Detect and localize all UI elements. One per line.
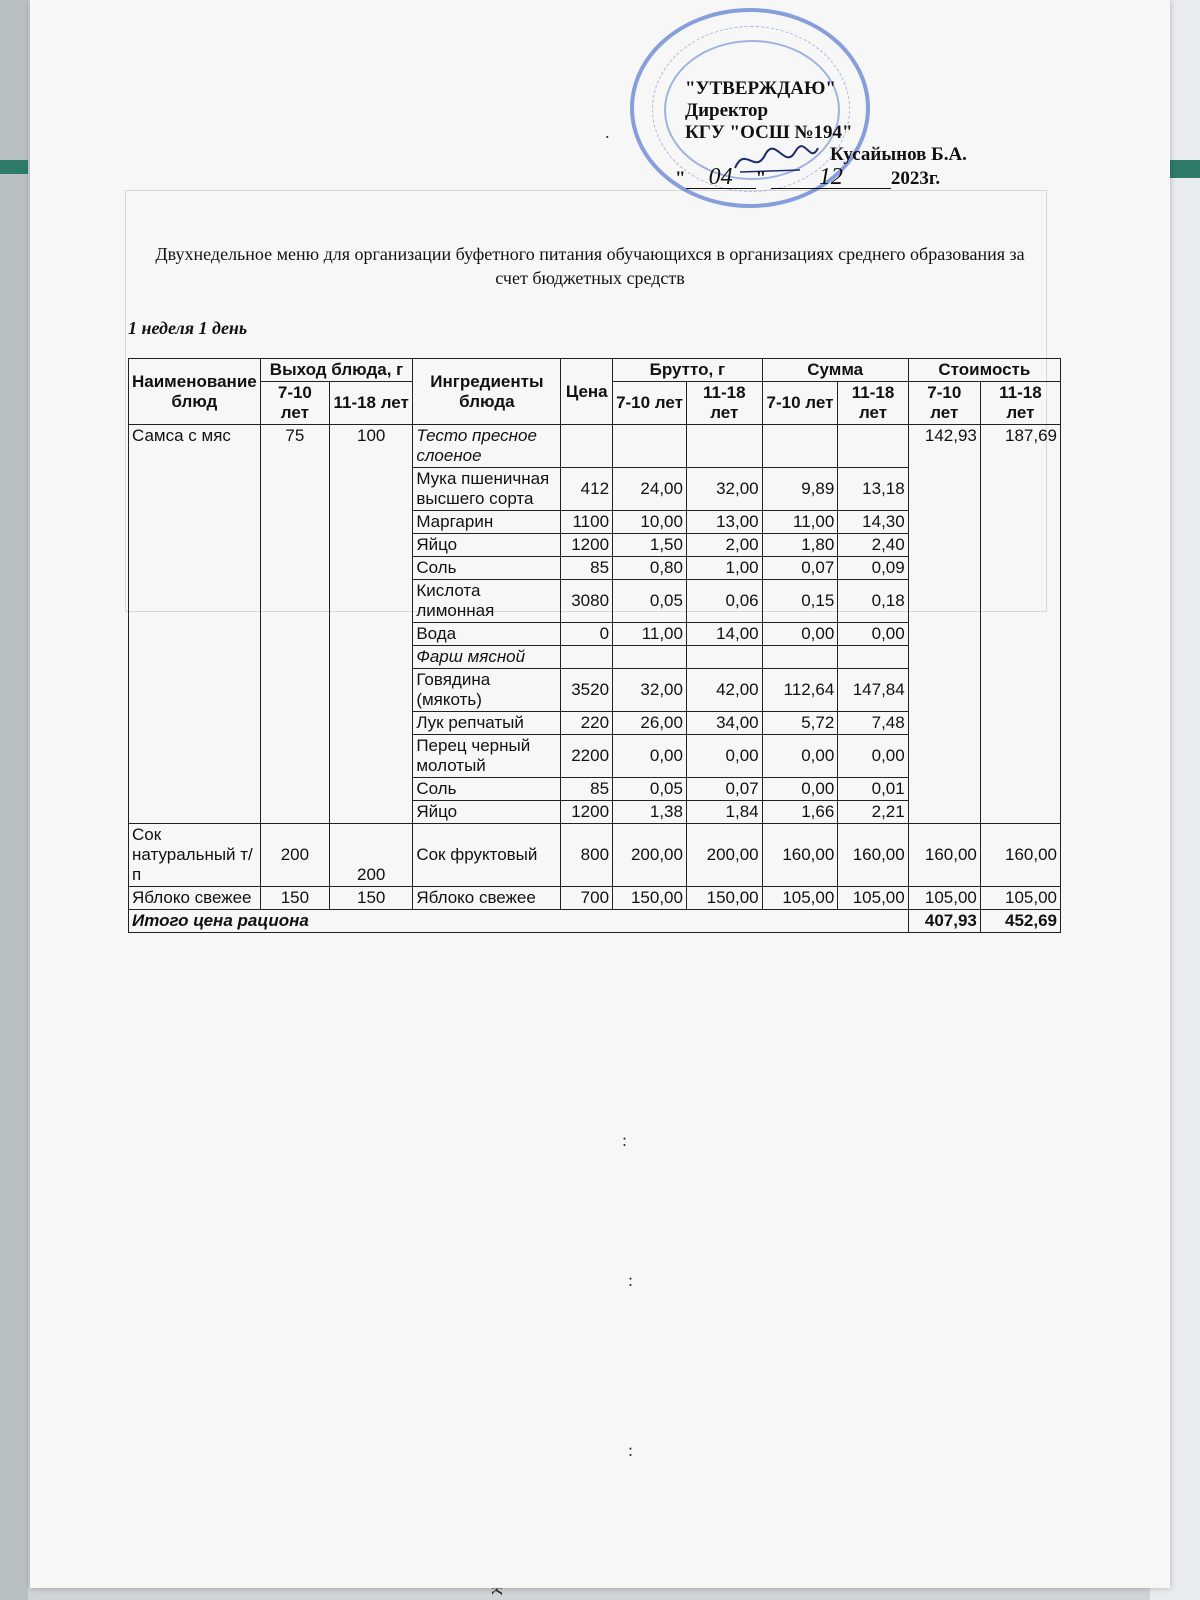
ingredient-price: 85 xyxy=(561,778,613,801)
sum-age1: 0,00 xyxy=(762,623,838,646)
total-value-age2: 452,69 xyxy=(980,910,1060,933)
approval-year: 2023г. xyxy=(890,168,941,189)
header-gross-age2: 11-18 лет xyxy=(686,382,762,425)
ingredient-name: Говядина (мякоть) xyxy=(413,669,561,712)
sum-age1: 0,00 xyxy=(762,735,838,778)
week-day-label: 1 неделя 1 день xyxy=(128,318,248,338)
ingredient-name: Яблоко свежее xyxy=(413,887,561,910)
dish-yield-age2: 150 xyxy=(330,887,413,910)
ingredient-name: Перец черный молотый xyxy=(413,735,561,778)
dish-yield-age2: 100 xyxy=(330,425,413,824)
sum-age2: 147,84 xyxy=(838,669,908,712)
teal-strip xyxy=(0,160,28,174)
gross-age2: 34,00 xyxy=(686,712,762,735)
table-row xyxy=(129,824,1061,887)
header-yield-age2: 11-18 лет xyxy=(330,382,413,425)
approval-month: 12 xyxy=(771,166,891,189)
gross-age1: 32,00 xyxy=(613,669,687,712)
ingredient-name: Фарш мясной xyxy=(413,646,561,669)
sum-age1: 11,00 xyxy=(762,511,838,534)
approval-date: " 04 " 12 2023г. xyxy=(675,164,941,190)
approval-heading: "УТВЕРЖДАЮ" xyxy=(685,78,836,99)
gross-age1: 26,00 xyxy=(613,712,687,735)
approval-day: 04 xyxy=(686,166,756,189)
gross-age2: 1,00 xyxy=(686,557,762,580)
sum-age2: 0,00 xyxy=(838,623,908,646)
sum-age2 xyxy=(838,425,908,468)
header-sum: Сумма xyxy=(762,359,908,382)
ingredient-name: Лук репчатый xyxy=(413,712,561,735)
sum-age2: 13,18 xyxy=(838,468,908,511)
sum-age2: 0,01 xyxy=(838,778,908,801)
speck: : xyxy=(628,1440,634,1460)
gross-age1: 10,00 xyxy=(613,511,687,534)
document-title: Двухнедельное меню для организации буфетного питания обучающихся в организациях среднего образования за счет бюджетных средств xyxy=(155,244,1025,288)
ingredient-price xyxy=(561,425,613,468)
ingredient-price: 2200 xyxy=(561,735,613,778)
header-sum-age1: 7-10 лет xyxy=(762,382,838,425)
sum-age2: 0,18 xyxy=(838,580,908,623)
header-gross-age1: 7-10 лет xyxy=(613,382,687,425)
total-value-age1: 407,93 xyxy=(908,910,980,933)
dish-yield-age1: 150 xyxy=(260,887,329,910)
gross-age2 xyxy=(686,425,762,468)
menu-table-body xyxy=(129,425,1061,910)
sum-age1: 105,00 xyxy=(762,887,838,910)
dish-cost-age1: 142,93 xyxy=(908,425,980,824)
gross-age2: 1,84 xyxy=(686,801,762,824)
ingredient-name: Сок фруктовый xyxy=(413,824,561,887)
gross-age1: 0,05 xyxy=(613,580,687,623)
ingredient-name: Соль xyxy=(413,778,561,801)
sum-age2: 105,00 xyxy=(838,887,908,910)
header-cost-age2: 11-18 лет xyxy=(980,382,1060,425)
dish-cost-age2: 187,69 xyxy=(980,425,1060,824)
sum-age1: 9,89 xyxy=(762,468,838,511)
ingredient-price: 700 xyxy=(561,887,613,910)
gross-age2: 0,07 xyxy=(686,778,762,801)
ingredient-price: 85 xyxy=(561,557,613,580)
sum-age2: 0,09 xyxy=(838,557,908,580)
header-cost-age1: 7-10 лет xyxy=(908,382,980,425)
menu-table xyxy=(128,358,1061,933)
sum-age2: 7,48 xyxy=(838,712,908,735)
header-cost: Стоимость xyxy=(908,359,1060,382)
gross-age1: 0,00 xyxy=(613,735,687,778)
sum-age1: 1,80 xyxy=(762,534,838,557)
dish-cost-age2: 160,00 xyxy=(980,824,1060,887)
approval-organization: КГУ "ОСШ №194" xyxy=(685,122,853,143)
ingredient-name: Маргарин xyxy=(413,511,561,534)
gross-age1 xyxy=(613,646,687,669)
sum-age1: 1,66 xyxy=(762,801,838,824)
ingredient-price: 412 xyxy=(561,468,613,511)
ingredient-price: 220 xyxy=(561,712,613,735)
sum-age1 xyxy=(762,425,838,468)
sum-age2 xyxy=(838,646,908,669)
ingredient-name: Яйцо xyxy=(413,801,561,824)
speck: : xyxy=(622,1130,628,1150)
ingredient-name: Соль xyxy=(413,557,561,580)
speck: . xyxy=(605,122,610,142)
dish-cost-age1: 160,00 xyxy=(908,824,980,887)
background-left-edge xyxy=(0,0,28,1600)
gross-age1: 0,05 xyxy=(613,778,687,801)
dish-cost-age1: 105,00 xyxy=(908,887,980,910)
dish-yield-age2: 200 xyxy=(330,824,413,887)
gross-age2: 32,00 xyxy=(686,468,762,511)
ingredient-price: 0 xyxy=(561,623,613,646)
speck: : xyxy=(628,1270,634,1290)
gross-age2 xyxy=(686,646,762,669)
dish-cost-age2: 105,00 xyxy=(980,887,1060,910)
table-row xyxy=(129,887,1061,910)
dish-yield-age1: 75 xyxy=(260,425,329,824)
ingredient-price: 1200 xyxy=(561,801,613,824)
sum-age1: 0,07 xyxy=(762,557,838,580)
header-dish-name: Наименование блюд xyxy=(129,359,261,425)
gross-age2: 13,00 xyxy=(686,511,762,534)
gross-age1: 24,00 xyxy=(613,468,687,511)
sum-age2: 14,30 xyxy=(838,511,908,534)
ingredient-price: 3080 xyxy=(561,580,613,623)
gross-age2: 14,00 xyxy=(686,623,762,646)
sum-age1: 5,72 xyxy=(762,712,838,735)
ingredient-name: Мука пшеничная высшего сорта xyxy=(413,468,561,511)
ingredient-price: 1200 xyxy=(561,534,613,557)
dish-name-cell: Самса с мяс xyxy=(129,425,261,824)
ingredient-name: Яйцо xyxy=(413,534,561,557)
approval-signer: Кусайынов Б.А. xyxy=(830,144,967,165)
approval-position: Директор xyxy=(685,100,769,121)
header-price: Цена xyxy=(561,359,613,425)
header-yield: Выход блюда, г xyxy=(260,359,413,382)
ingredient-price: 1100 xyxy=(561,511,613,534)
gross-age2: 2,00 xyxy=(686,534,762,557)
ingredient-name: Вода xyxy=(413,623,561,646)
header-yield-age1: 7-10 лет xyxy=(260,382,329,425)
approval-block xyxy=(675,78,967,190)
gross-age1: 1,38 xyxy=(613,801,687,824)
gross-age1: 150,00 xyxy=(613,887,687,910)
ingredient-price: 800 xyxy=(561,824,613,887)
dish-name-cell: Сок натуральный т/п xyxy=(129,824,261,887)
gross-age2: 0,06 xyxy=(686,580,762,623)
sum-age1: 0,15 xyxy=(762,580,838,623)
sum-age1: 112,64 xyxy=(762,669,838,712)
header-row xyxy=(129,359,1061,382)
gross-age1: 200,00 xyxy=(613,824,687,887)
total-label: Итого цена рациона xyxy=(129,910,909,933)
sum-age2: 160,00 xyxy=(838,824,908,887)
gross-age1: 0,80 xyxy=(613,557,687,580)
header-ingredients: Ингредиенты блюда xyxy=(413,359,561,425)
gross-age2: 42,00 xyxy=(686,669,762,712)
gross-age1: 11,00 xyxy=(613,623,687,646)
gross-age2: 0,00 xyxy=(686,735,762,778)
ingredient-price: 3520 xyxy=(561,669,613,712)
gross-age2: 150,00 xyxy=(686,887,762,910)
gross-age2: 200,00 xyxy=(686,824,762,887)
gross-age1 xyxy=(613,425,687,468)
sum-age2: 0,00 xyxy=(838,735,908,778)
sum-age1: 0,00 xyxy=(762,778,838,801)
ingredient-name: Кислота лимонная xyxy=(413,580,561,623)
sum-age2: 2,21 xyxy=(838,801,908,824)
sum-age1: 160,00 xyxy=(762,824,838,887)
ingredient-name: Тесто пресное слоеное xyxy=(413,425,561,468)
dish-yield-age1: 200 xyxy=(260,824,329,887)
header-sum-age2: 11-18 лет xyxy=(838,382,908,425)
ingredient-price xyxy=(561,646,613,669)
table-row xyxy=(129,425,1061,468)
total-row xyxy=(129,910,1061,933)
gross-age1: 1,50 xyxy=(613,534,687,557)
dish-name-cell: Яблоко свежее xyxy=(129,887,261,910)
sum-age1 xyxy=(762,646,838,669)
header-gross: Брутто, г xyxy=(613,359,763,382)
sum-age2: 2,40 xyxy=(838,534,908,557)
